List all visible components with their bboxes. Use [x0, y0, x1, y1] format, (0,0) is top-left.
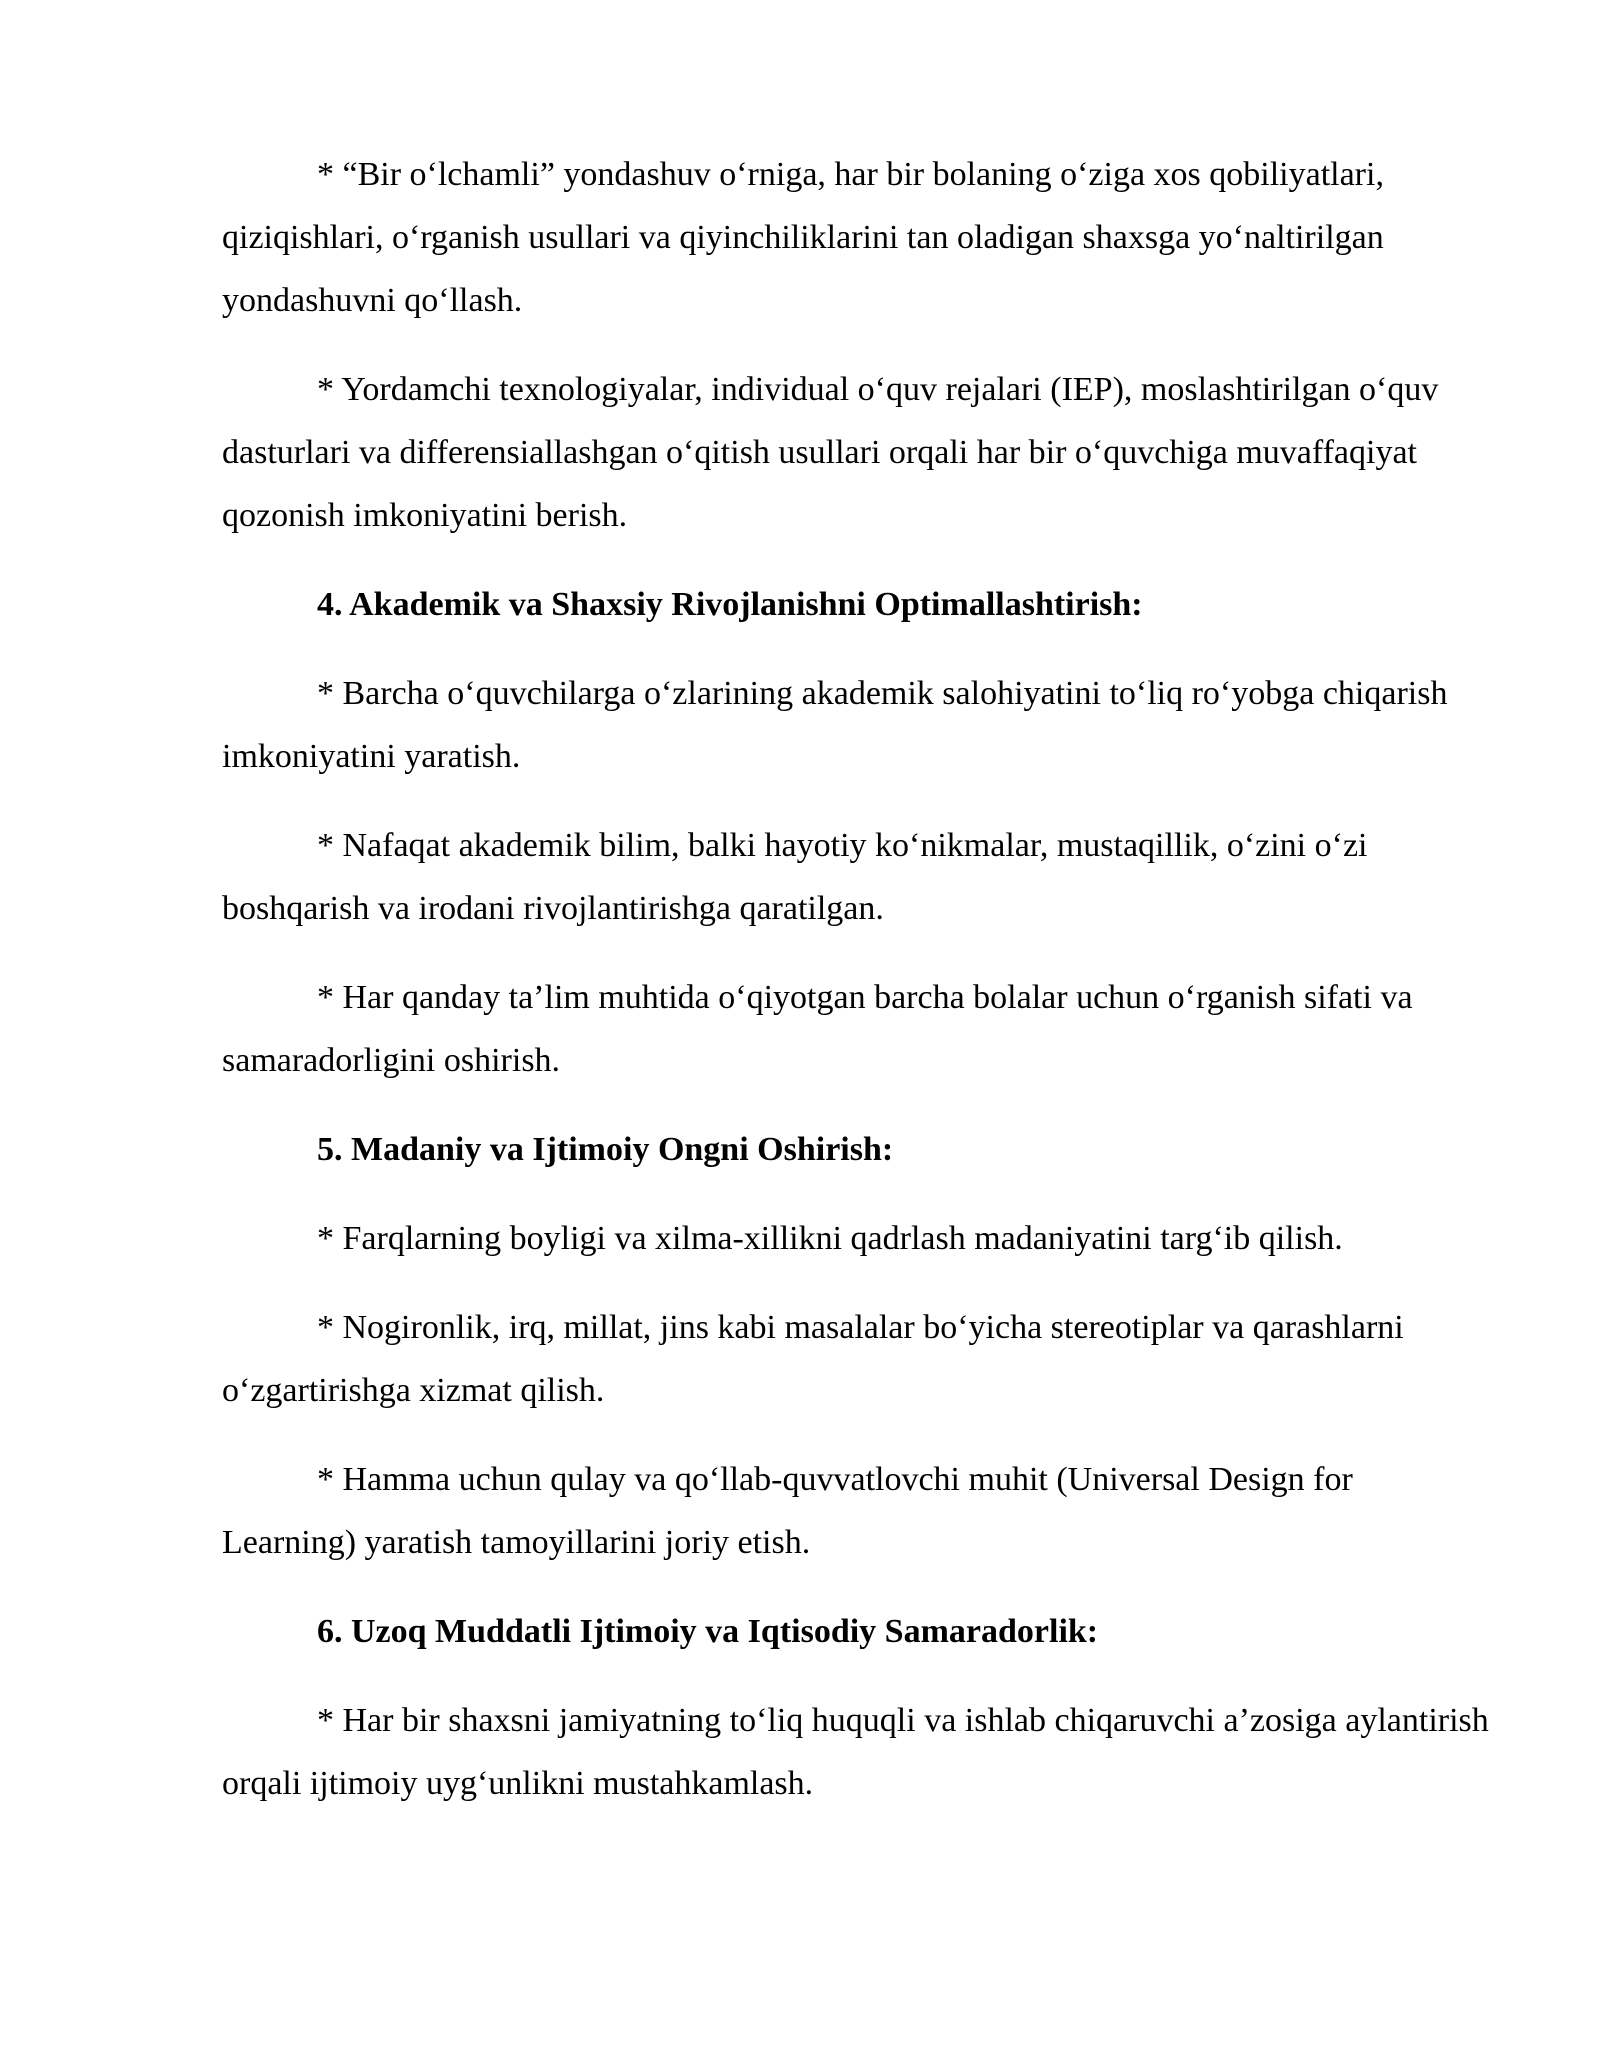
paragraph-academic-potential: * Barcha o‘quvchilarga o‘zlarining akademik salohiyatini to‘liq ro‘yobga chiqarish imkoniyatini yaratish. — [222, 675, 1448, 775]
paragraph-social-cohesion: * Har bir shaxsni jamiyatning to‘liq huquqli va ishlab chiqaruvchi a’zosiga aylantirish orqali ijtimoiy uyg‘unlikni mustahkamlash. — [222, 1702, 1489, 1802]
paragraph-stereotypes: * Nogironlik, irq, millat, jins kabi masalalar bo‘yicha stereotiplar va qarashlarni o‘zgartirishga xizmat qilish. — [222, 1309, 1404, 1409]
paragraph-learning-quality: * Har qanday ta’lim muhtida o‘qiyotgan barcha bolalar uchun o‘rganish sifati va samaradorligini oshirish. — [222, 979, 1413, 1079]
paragraph-universal-design: * Hamma uchun qulay va qo‘llab-quvvatlovchi muhit (Universal Design for Learning) yaratish tamoyillarini joriy etish. — [222, 1461, 1353, 1561]
section-heading-4: 4. Akademik va Shaxsiy Rivojlanishni Optimallashtirish: — [317, 586, 1143, 623]
page-content — [222, 143, 1492, 1841]
paragraph-person-centered-approach: * “Bir o‘lchamli” yondashuv o‘rniga, har bir bolaning o‘ziga xos qobiliyatlari, qiziqishlari, o‘rganish usullari va qiyinchiliklarini tan oladigan shaxsga yo‘naltirilgan yondashuvni qo‘llash. — [222, 156, 1384, 319]
section-heading-5: 5. Madaniy va Ijtimoiy Ongni Oshirish: — [317, 1131, 894, 1168]
paragraph-diversity-culture: * Farqlarning boyligi va xilma-xillikni qadrlash madaniyatini targ‘ib qilish. — [317, 1220, 1343, 1257]
paragraph-assistive-technologies: * Yordamchi texnologiyalar, individual o‘quv rejalari (IEP), moslashtirilgan o‘quv dasturlari va differensiallashgan o‘qitish usullari orqali har bir o‘quvchiga muvaffaqiyat qozonish imkoniyatini berish. — [222, 371, 1439, 534]
section-heading-6: 6. Uzoq Muddatli Ijtimoiy va Iqtisodiy Samaradorlik: — [317, 1613, 1099, 1650]
paragraph-life-skills: * Nafaqat akademik bilim, balki hayotiy ko‘nikmalar, mustaqillik, o‘zini o‘zi boshqarish va irodani rivojlantirishga qaratilgan. — [222, 827, 1368, 927]
